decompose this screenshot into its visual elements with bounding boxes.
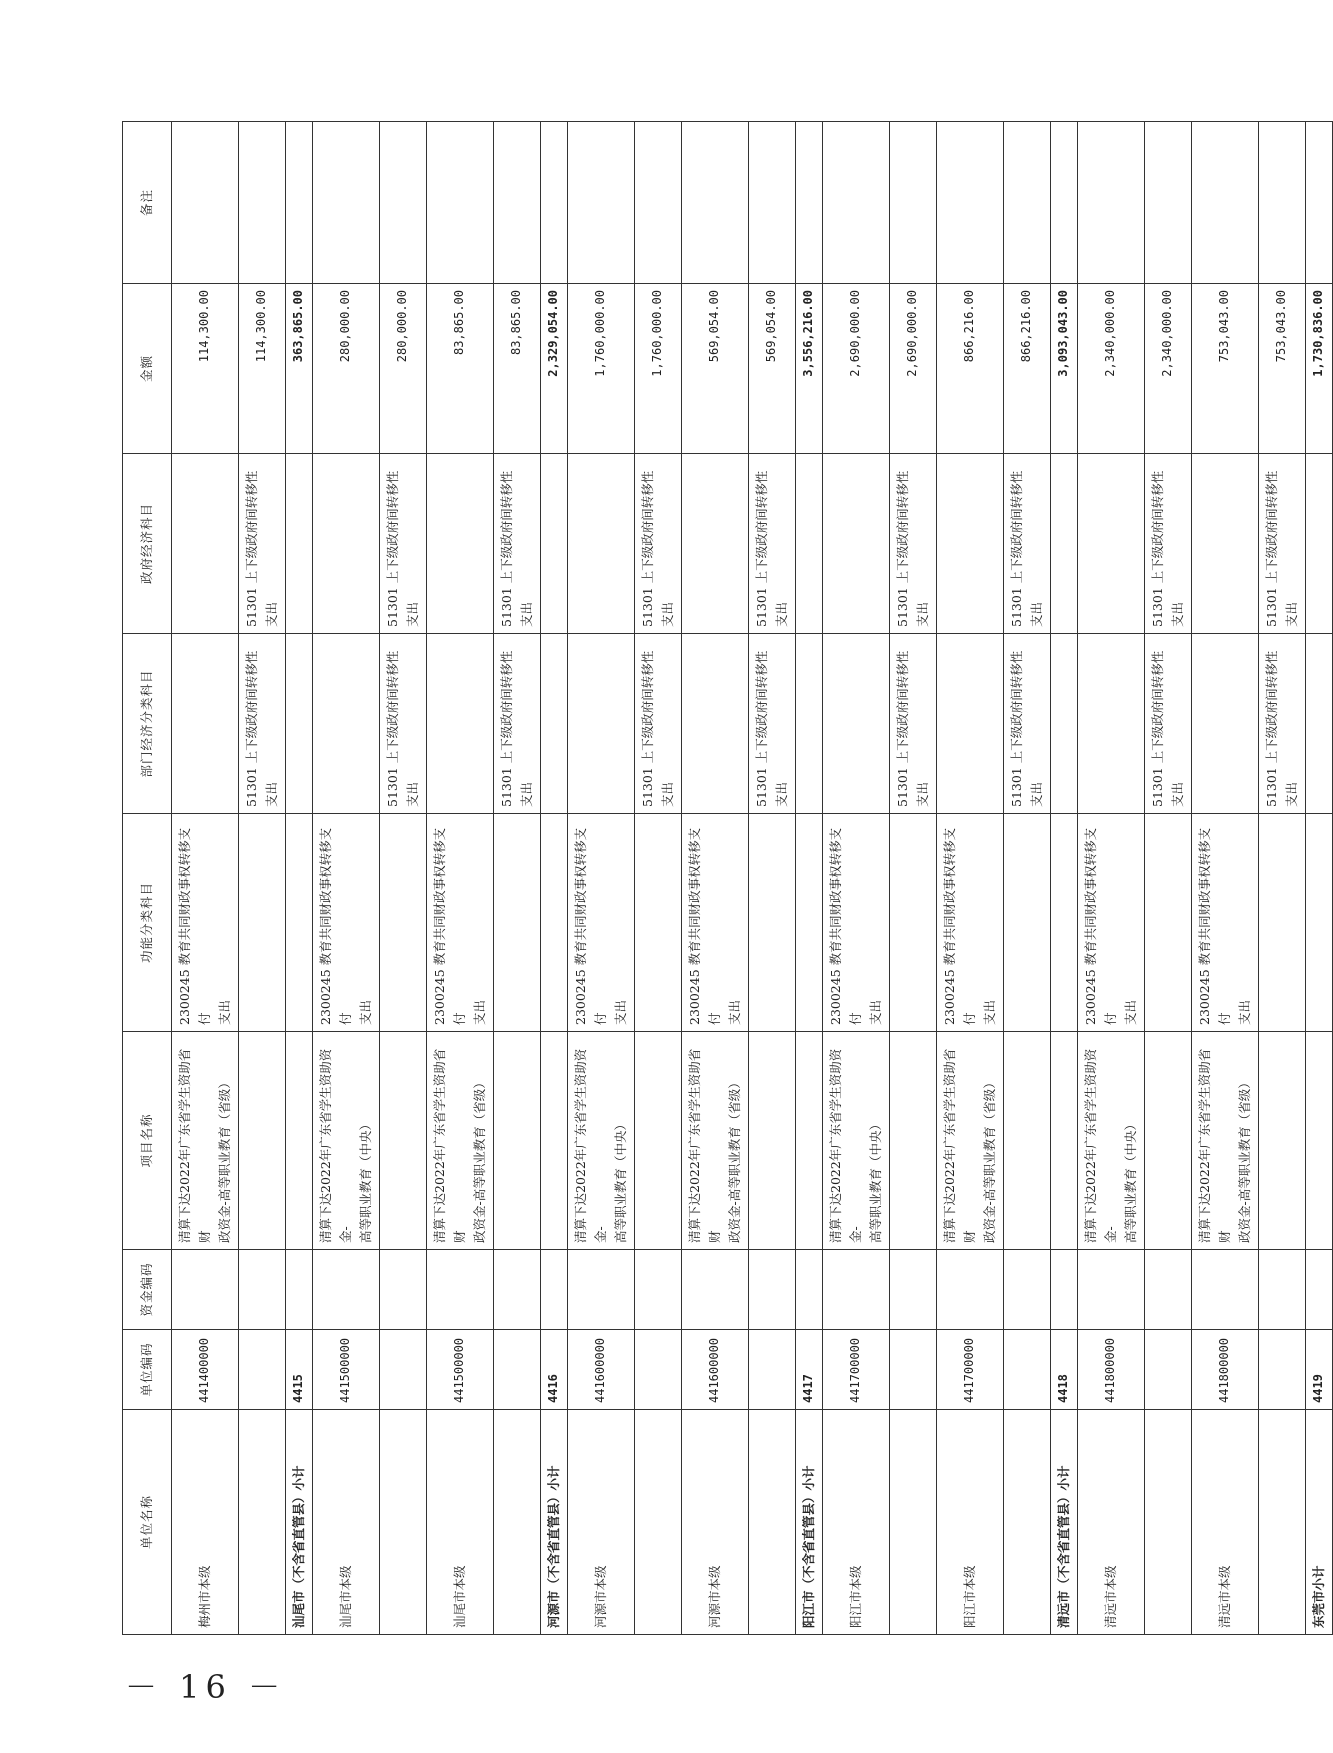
cell-func-subject: 2300245 教育共同财政事权转移支付 支出	[937, 814, 1004, 1032]
cell-gov-econ: 51301 上下级政府间转移性支出	[1145, 454, 1192, 634]
cell-amount: 363,865.00	[286, 284, 313, 454]
cell-unit-code	[635, 1330, 682, 1410]
cell-amount: 3,556,216.00	[796, 284, 823, 454]
cell-remark	[286, 122, 313, 284]
cell-fund-code	[749, 1250, 796, 1330]
cell-gov-econ	[1192, 454, 1259, 634]
cell-remark	[494, 122, 541, 284]
cell-gov-econ	[172, 454, 239, 634]
cell-project	[541, 1032, 568, 1250]
cell-fund-code	[172, 1250, 239, 1330]
cell-func-subject	[286, 814, 313, 1032]
cell-project	[1306, 1032, 1333, 1250]
table-row	[494, 122, 541, 1635]
cell-remark	[427, 122, 494, 284]
cell-fund-code	[937, 1250, 1004, 1330]
cell-remark	[1004, 122, 1051, 284]
cell-project	[494, 1032, 541, 1250]
cell-unit-name	[239, 1410, 286, 1635]
cell-unit-code	[239, 1330, 286, 1410]
cell-unit-name: 阳江市本级	[823, 1410, 890, 1635]
cell-fund-code	[823, 1250, 890, 1330]
cell-unit-name	[749, 1410, 796, 1635]
cell-unit-name	[890, 1410, 937, 1635]
cell-gov-econ	[1051, 454, 1078, 634]
cell-unit-name: 阳江市本级	[937, 1410, 1004, 1635]
cell-func-subject: 2300245 教育共同财政事权转移支付 支出	[823, 814, 890, 1032]
cell-fund-code	[1078, 1250, 1145, 1330]
table-body	[172, 122, 1333, 1635]
cell-gov-econ: 51301 上下级政府间转移性支出	[1004, 454, 1051, 634]
cell-func-subject	[494, 814, 541, 1032]
cell-unit-name: 河源市本级	[682, 1410, 749, 1635]
cell-func-subject: 2300245 教育共同财政事权转移支付 支出	[1078, 814, 1145, 1032]
cell-project: 清算下达2022年广东省学生资助省财 政资金-高等职业教育（省级）	[1192, 1032, 1259, 1250]
cell-project	[380, 1032, 427, 1250]
cell-unit-name: 东莞市小计	[1306, 1410, 1333, 1635]
cell-amount: 1,760,000.00	[568, 284, 635, 454]
cell-unit-name	[494, 1410, 541, 1635]
cell-gov-econ	[823, 454, 890, 634]
cell-func-subject: 2300245 教育共同财政事权转移支付 支出	[313, 814, 380, 1032]
cell-fund-code	[1051, 1250, 1078, 1330]
cell-fund-code	[380, 1250, 427, 1330]
cell-unit-code	[1145, 1330, 1192, 1410]
cell-amount: 569,054.00	[682, 284, 749, 454]
cell-func-subject: 2300245 教育共同财政事权转移支付 支出	[568, 814, 635, 1032]
page-number: － 16 －	[125, 1668, 287, 1706]
cell-gov-econ	[427, 454, 494, 634]
cell-unit-name: 清远市本级	[1192, 1410, 1259, 1635]
cell-dept-econ: 51301 上下级政府间转移性支出	[494, 634, 541, 814]
cell-gov-econ	[313, 454, 380, 634]
table-row	[823, 122, 890, 1635]
subtotal-row	[541, 122, 568, 1635]
cell-func-subject	[1004, 814, 1051, 1032]
cell-remark	[890, 122, 937, 284]
cell-unit-code	[890, 1330, 937, 1410]
cell-project	[890, 1032, 937, 1250]
cell-func-subject	[541, 814, 568, 1032]
cell-unit-code	[1004, 1330, 1051, 1410]
cell-project	[286, 1032, 313, 1250]
cell-dept-econ	[286, 634, 313, 814]
cell-func-subject	[890, 814, 937, 1032]
table-row	[172, 122, 239, 1635]
cell-gov-econ	[1306, 454, 1333, 634]
cell-func-subject: 2300245 教育共同财政事权转移支付 支出	[682, 814, 749, 1032]
cell-unit-code	[380, 1330, 427, 1410]
cell-unit-name: 河源市（不含省直管县）小计	[541, 1410, 568, 1635]
cell-func-subject: 2300245 教育共同财政事权转移支付 支出	[172, 814, 239, 1032]
cell-unit-code	[1259, 1330, 1306, 1410]
cell-amount: 280,000.00	[313, 284, 380, 454]
cell-func-subject	[749, 814, 796, 1032]
cell-remark	[541, 122, 568, 284]
cell-dept-econ	[937, 634, 1004, 814]
cell-fund-code	[796, 1250, 823, 1330]
cell-unit-code: 441800000	[1192, 1330, 1259, 1410]
cell-amount: 2,690,000.00	[890, 284, 937, 454]
cell-remark	[1306, 122, 1333, 284]
cell-dept-econ: 51301 上下级政府间转移性支出	[1145, 634, 1192, 814]
cell-gov-econ: 51301 上下级政府间转移性支出	[494, 454, 541, 634]
cell-unit-name: 河源市本级	[568, 1410, 635, 1635]
cell-project: 清算下达2022年广东省学生资助资金- 高等职业教育（中央）	[1078, 1032, 1145, 1250]
cell-func-subject	[239, 814, 286, 1032]
cell-project	[1004, 1032, 1051, 1250]
cell-remark	[1145, 122, 1192, 284]
cell-unit-name: 阳江市（不含省直管县）小计	[796, 1410, 823, 1635]
cell-remark	[1259, 122, 1306, 284]
cell-fund-code	[682, 1250, 749, 1330]
cell-func-subject: 2300245 教育共同财政事权转移支付 支出	[1192, 814, 1259, 1032]
col-header-gov-econ: 政府经济科目	[123, 454, 172, 634]
cell-amount: 866,216.00	[1004, 284, 1051, 454]
cell-dept-econ	[313, 634, 380, 814]
cell-remark	[749, 122, 796, 284]
cell-fund-code	[635, 1250, 682, 1330]
cell-gov-econ	[682, 454, 749, 634]
cell-dept-econ	[682, 634, 749, 814]
cell-dept-econ: 51301 上下级政府间转移性支出	[1259, 634, 1306, 814]
cell-fund-code	[1192, 1250, 1259, 1330]
cell-gov-econ	[568, 454, 635, 634]
cell-unit-name: 汕尾市本级	[427, 1410, 494, 1635]
cell-remark	[1078, 122, 1145, 284]
table-row	[937, 122, 1004, 1635]
cell-unit-code: 441700000	[937, 1330, 1004, 1410]
cell-remark	[239, 122, 286, 284]
cell-gov-econ: 51301 上下级政府间转移性支出	[890, 454, 937, 634]
cell-remark	[1192, 122, 1259, 284]
cell-func-subject	[635, 814, 682, 1032]
subtotal-row	[1051, 122, 1078, 1635]
subtotal-row	[796, 122, 823, 1635]
cell-unit-code: 4419	[1306, 1330, 1333, 1410]
cell-func-subject	[380, 814, 427, 1032]
table-row	[1004, 122, 1051, 1635]
cell-amount: 114,300.00	[172, 284, 239, 454]
cell-fund-code	[890, 1250, 937, 1330]
cell-remark	[380, 122, 427, 284]
cell-unit-name	[380, 1410, 427, 1635]
cell-project	[635, 1032, 682, 1250]
table-row	[1078, 122, 1145, 1635]
cell-dept-econ	[172, 634, 239, 814]
cell-unit-code	[494, 1330, 541, 1410]
cell-project: 清算下达2022年广东省学生资助资金- 高等职业教育（中央）	[313, 1032, 380, 1250]
cell-unit-code: 441400000	[172, 1330, 239, 1410]
cell-project: 清算下达2022年广东省学生资助省财 政资金-高等职业教育（省级）	[682, 1032, 749, 1250]
cell-fund-code	[568, 1250, 635, 1330]
cell-unit-name: 梅州市本级	[172, 1410, 239, 1635]
table-header-row	[123, 122, 172, 1635]
cell-dept-econ	[541, 634, 568, 814]
cell-dept-econ: 51301 上下级政府间转移性支出	[749, 634, 796, 814]
cell-fund-code	[1306, 1250, 1333, 1330]
cell-func-subject	[796, 814, 823, 1032]
fund-allocation-table	[122, 121, 1333, 1635]
col-header-project: 项目名称	[123, 1032, 172, 1250]
cell-fund-code	[427, 1250, 494, 1330]
cell-amount: 1,760,000.00	[635, 284, 682, 454]
cell-project	[749, 1032, 796, 1250]
cell-fund-code	[494, 1250, 541, 1330]
cell-fund-code	[286, 1250, 313, 1330]
table-row	[239, 122, 286, 1635]
cell-unit-name: 汕尾市（不含省直管县）小计	[286, 1410, 313, 1635]
cell-gov-econ: 51301 上下级政府间转移性支出	[1259, 454, 1306, 634]
cell-unit-name: 汕尾市本级	[313, 1410, 380, 1635]
table-row	[313, 122, 380, 1635]
cell-unit-code: 441700000	[823, 1330, 890, 1410]
cell-fund-code	[1145, 1250, 1192, 1330]
cell-remark	[937, 122, 1004, 284]
cell-project: 清算下达2022年广东省学生资助省财 政资金-高等职业教育（省级）	[427, 1032, 494, 1250]
cell-func-subject	[1259, 814, 1306, 1032]
table-row	[749, 122, 796, 1635]
cell-unit-code: 4418	[1051, 1330, 1078, 1410]
rotated-table-wrapper	[122, 122, 1326, 1635]
table-row	[682, 122, 749, 1635]
cell-unit-code: 4416	[541, 1330, 568, 1410]
col-header-remark: 备注	[123, 122, 172, 284]
cell-dept-econ	[568, 634, 635, 814]
cell-unit-name	[1145, 1410, 1192, 1635]
cell-project	[796, 1032, 823, 1250]
cell-remark	[823, 122, 890, 284]
table-row	[568, 122, 635, 1635]
cell-amount: 83,865.00	[427, 284, 494, 454]
table-row	[1192, 122, 1259, 1635]
cell-gov-econ	[1078, 454, 1145, 634]
cell-amount: 1,730,836.00	[1306, 284, 1333, 454]
col-header-unit-name: 单位名称	[123, 1410, 172, 1635]
cell-project	[1051, 1032, 1078, 1250]
table-row	[890, 122, 937, 1635]
cell-dept-econ	[427, 634, 494, 814]
cell-amount: 2,340,000.00	[1145, 284, 1192, 454]
cell-dept-econ: 51301 上下级政府间转移性支出	[1004, 634, 1051, 814]
cell-project	[239, 1032, 286, 1250]
cell-gov-econ: 51301 上下级政府间转移性支出	[635, 454, 682, 634]
cell-dept-econ	[1078, 634, 1145, 814]
cell-fund-code	[1259, 1250, 1306, 1330]
cell-amount: 569,054.00	[749, 284, 796, 454]
cell-project	[1259, 1032, 1306, 1250]
cell-unit-code: 441800000	[1078, 1330, 1145, 1410]
col-header-fund-code: 资金编码	[123, 1250, 172, 1330]
cell-dept-econ	[796, 634, 823, 814]
subtotal-row	[286, 122, 313, 1635]
cell-gov-econ: 51301 上下级政府间转移性支出	[380, 454, 427, 634]
cell-dept-econ: 51301 上下级政府间转移性支出	[890, 634, 937, 814]
cell-amount: 753,043.00	[1259, 284, 1306, 454]
cell-project: 清算下达2022年广东省学生资助省财 政资金-高等职业教育（省级）	[937, 1032, 1004, 1250]
cell-remark	[682, 122, 749, 284]
cell-unit-code	[749, 1330, 796, 1410]
cell-amount: 866,216.00	[937, 284, 1004, 454]
cell-gov-econ	[796, 454, 823, 634]
cell-project: 清算下达2022年广东省学生资助省财 政资金-高等职业教育（省级）	[172, 1032, 239, 1250]
cell-dept-econ: 51301 上下级政府间转移性支出	[635, 634, 682, 814]
cell-remark	[1051, 122, 1078, 284]
cell-amount: 114,300.00	[239, 284, 286, 454]
cell-func-subject	[1145, 814, 1192, 1032]
table-row	[1259, 122, 1306, 1635]
cell-unit-name	[635, 1410, 682, 1635]
cell-func-subject: 2300245 教育共同财政事权转移支付 支出	[427, 814, 494, 1032]
cell-remark	[568, 122, 635, 284]
cell-dept-econ	[823, 634, 890, 814]
col-header-func-subject: 功能分类科目	[123, 814, 172, 1032]
cell-remark	[796, 122, 823, 284]
cell-fund-code	[1004, 1250, 1051, 1330]
col-header-dept-econ: 部门经济分类科目	[123, 634, 172, 814]
cell-amount: 83,865.00	[494, 284, 541, 454]
cell-fund-code	[313, 1250, 380, 1330]
cell-dept-econ: 51301 上下级政府间转移性支出	[380, 634, 427, 814]
cell-remark	[313, 122, 380, 284]
cell-remark	[172, 122, 239, 284]
cell-dept-econ	[1192, 634, 1259, 814]
cell-dept-econ: 51301 上下级政府间转移性支出	[239, 634, 286, 814]
cell-unit-code: 441600000	[568, 1330, 635, 1410]
cell-func-subject	[1051, 814, 1078, 1032]
cell-unit-name	[1004, 1410, 1051, 1635]
cell-unit-code: 441500000	[427, 1330, 494, 1410]
cell-amount: 753,043.00	[1192, 284, 1259, 454]
cell-unit-code: 441600000	[682, 1330, 749, 1410]
cell-gov-econ: 51301 上下级政府间转移性支出	[239, 454, 286, 634]
col-header-unit-code: 单位编码	[123, 1330, 172, 1410]
cell-amount: 3,093,043.00	[1051, 284, 1078, 454]
cell-unit-code: 441500000	[313, 1330, 380, 1410]
cell-fund-code	[541, 1250, 568, 1330]
cell-dept-econ	[1306, 634, 1333, 814]
table-row	[635, 122, 682, 1635]
cell-unit-code: 4417	[796, 1330, 823, 1410]
cell-func-subject	[1306, 814, 1333, 1032]
cell-amount: 280,000.00	[380, 284, 427, 454]
subtotal-row	[1306, 122, 1333, 1635]
cell-gov-econ	[541, 454, 568, 634]
cell-amount: 2,329,054.00	[541, 284, 568, 454]
table-row	[1145, 122, 1192, 1635]
cell-unit-code: 4415	[286, 1330, 313, 1410]
cell-project: 清算下达2022年广东省学生资助资金- 高等职业教育（中央）	[823, 1032, 890, 1250]
table-row	[380, 122, 427, 1635]
cell-unit-name: 清远市本级	[1078, 1410, 1145, 1635]
col-header-amount: 金额	[123, 284, 172, 454]
cell-dept-econ	[1051, 634, 1078, 814]
cell-amount: 2,340,000.00	[1078, 284, 1145, 454]
cell-gov-econ	[286, 454, 313, 634]
table-row	[427, 122, 494, 1635]
cell-unit-name: 清远市（不含省直管县）小计	[1051, 1410, 1078, 1635]
cell-project	[1145, 1032, 1192, 1250]
cell-remark	[635, 122, 682, 284]
cell-amount: 2,690,000.00	[823, 284, 890, 454]
cell-gov-econ: 51301 上下级政府间转移性支出	[749, 454, 796, 634]
cell-project: 清算下达2022年广东省学生资助资金- 高等职业教育（中央）	[568, 1032, 635, 1250]
cell-fund-code	[239, 1250, 286, 1330]
cell-gov-econ	[937, 454, 1004, 634]
cell-unit-name	[1259, 1410, 1306, 1635]
